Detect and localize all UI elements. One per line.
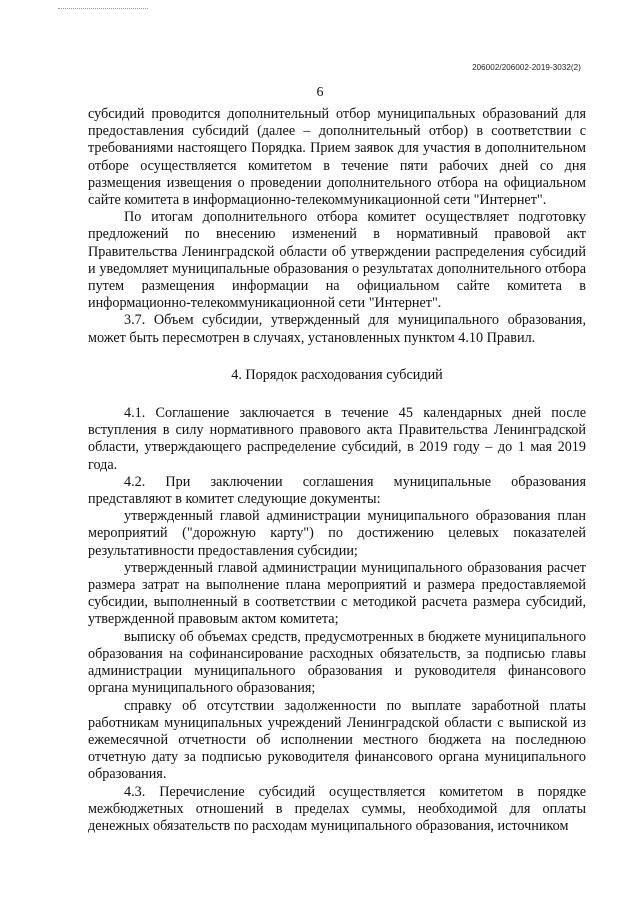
paragraph: субсидий проводится дополнительный отбор муниципальных образований для предоставления субсидий (далее – дополнительный отбор) в соответствии с требованиями настоящего Порядка. Прием заявок для участия в дополнительном отборе осуществляется комитетом в течение пяти рабочих дней со дня размещения извещения о проведении дополнительного отбора на официальном сайте комитета в информационно-телекоммуникационной сети "Интернет". <box>88 106 586 209</box>
page-number: 6 <box>316 85 324 100</box>
paragraph: По итогам дополнительного отбора комитет осуществляет подготовку предложений по внесению изменений в нормативный правовой акт Правительства Ленинградской области об утверждении распределения субсидий и уведомляет муниципальные образования о результатах дополнительного отбора путем размещения информации на официальном сайте комитета в информационно-телекоммуникационной сети "Интернет". <box>88 209 586 312</box>
paragraph: 3.7. Объем субсидии, утвержденный для муниципального образования, может быть пересмотрен в случаях, установленных пунктом 4.10 Правил. <box>88 312 586 346</box>
section-heading: 4. Порядок расходования субсидий <box>231 366 443 383</box>
list-item: утвержденный главой администрации муниципального образования план мероприятий ("дорожную карту") по достижению целевых показателей результативности предоставления субсидии; <box>88 508 586 559</box>
list-item: утвержденный главой администрации муниципального образования расчет размера затрат на выполнение плана мероприятий и размера предоставляемой субсидии, выполненный в соответствии с методикой расчета размера субсидий, утвержденной правовым актом комитета; <box>88 559 586 628</box>
list-item: выписку об объемах средств, предусмотренных в бюджете муниципального образования на софинансирование расходных обязательств, за подписью главы администрации муниципального образования и руководителя финансового органа муниципального образования; <box>88 628 586 697</box>
document-body <box>88 106 586 835</box>
paragraph: 4.3. Перечисление субсидий осуществляется комитетом в порядке межбюджетных отношений в пределах суммы, необходимой для оплаты денежных обязательств по расходам муниципального образования, источником <box>88 783 586 834</box>
list-item: справку об отсутствии задолженности по выплате заработной платы работникам муниципальных учреждений Ленинградской области с выпиской из ежемесячной отчетности об исполнении местного бюджета на последнюю отчетную дату за подписью руководителя финансового органа муниципального образования. <box>88 697 586 783</box>
scan-artifact <box>58 8 148 10</box>
paragraph: 4.1. Соглашение заключается в течение 45 календарных дней после вступления в силу нормативного правового акта Правительства Ленинградской области, утверждающего распределение субсидий, в 2019 году – до 1 мая 2019 года. <box>88 405 586 473</box>
document-code: 206002/206002-2019-3032(2) <box>472 63 581 72</box>
paragraph: 4.2. При заключении соглашения муниципальные образования представляют в комитет следующие документы: <box>88 473 586 508</box>
